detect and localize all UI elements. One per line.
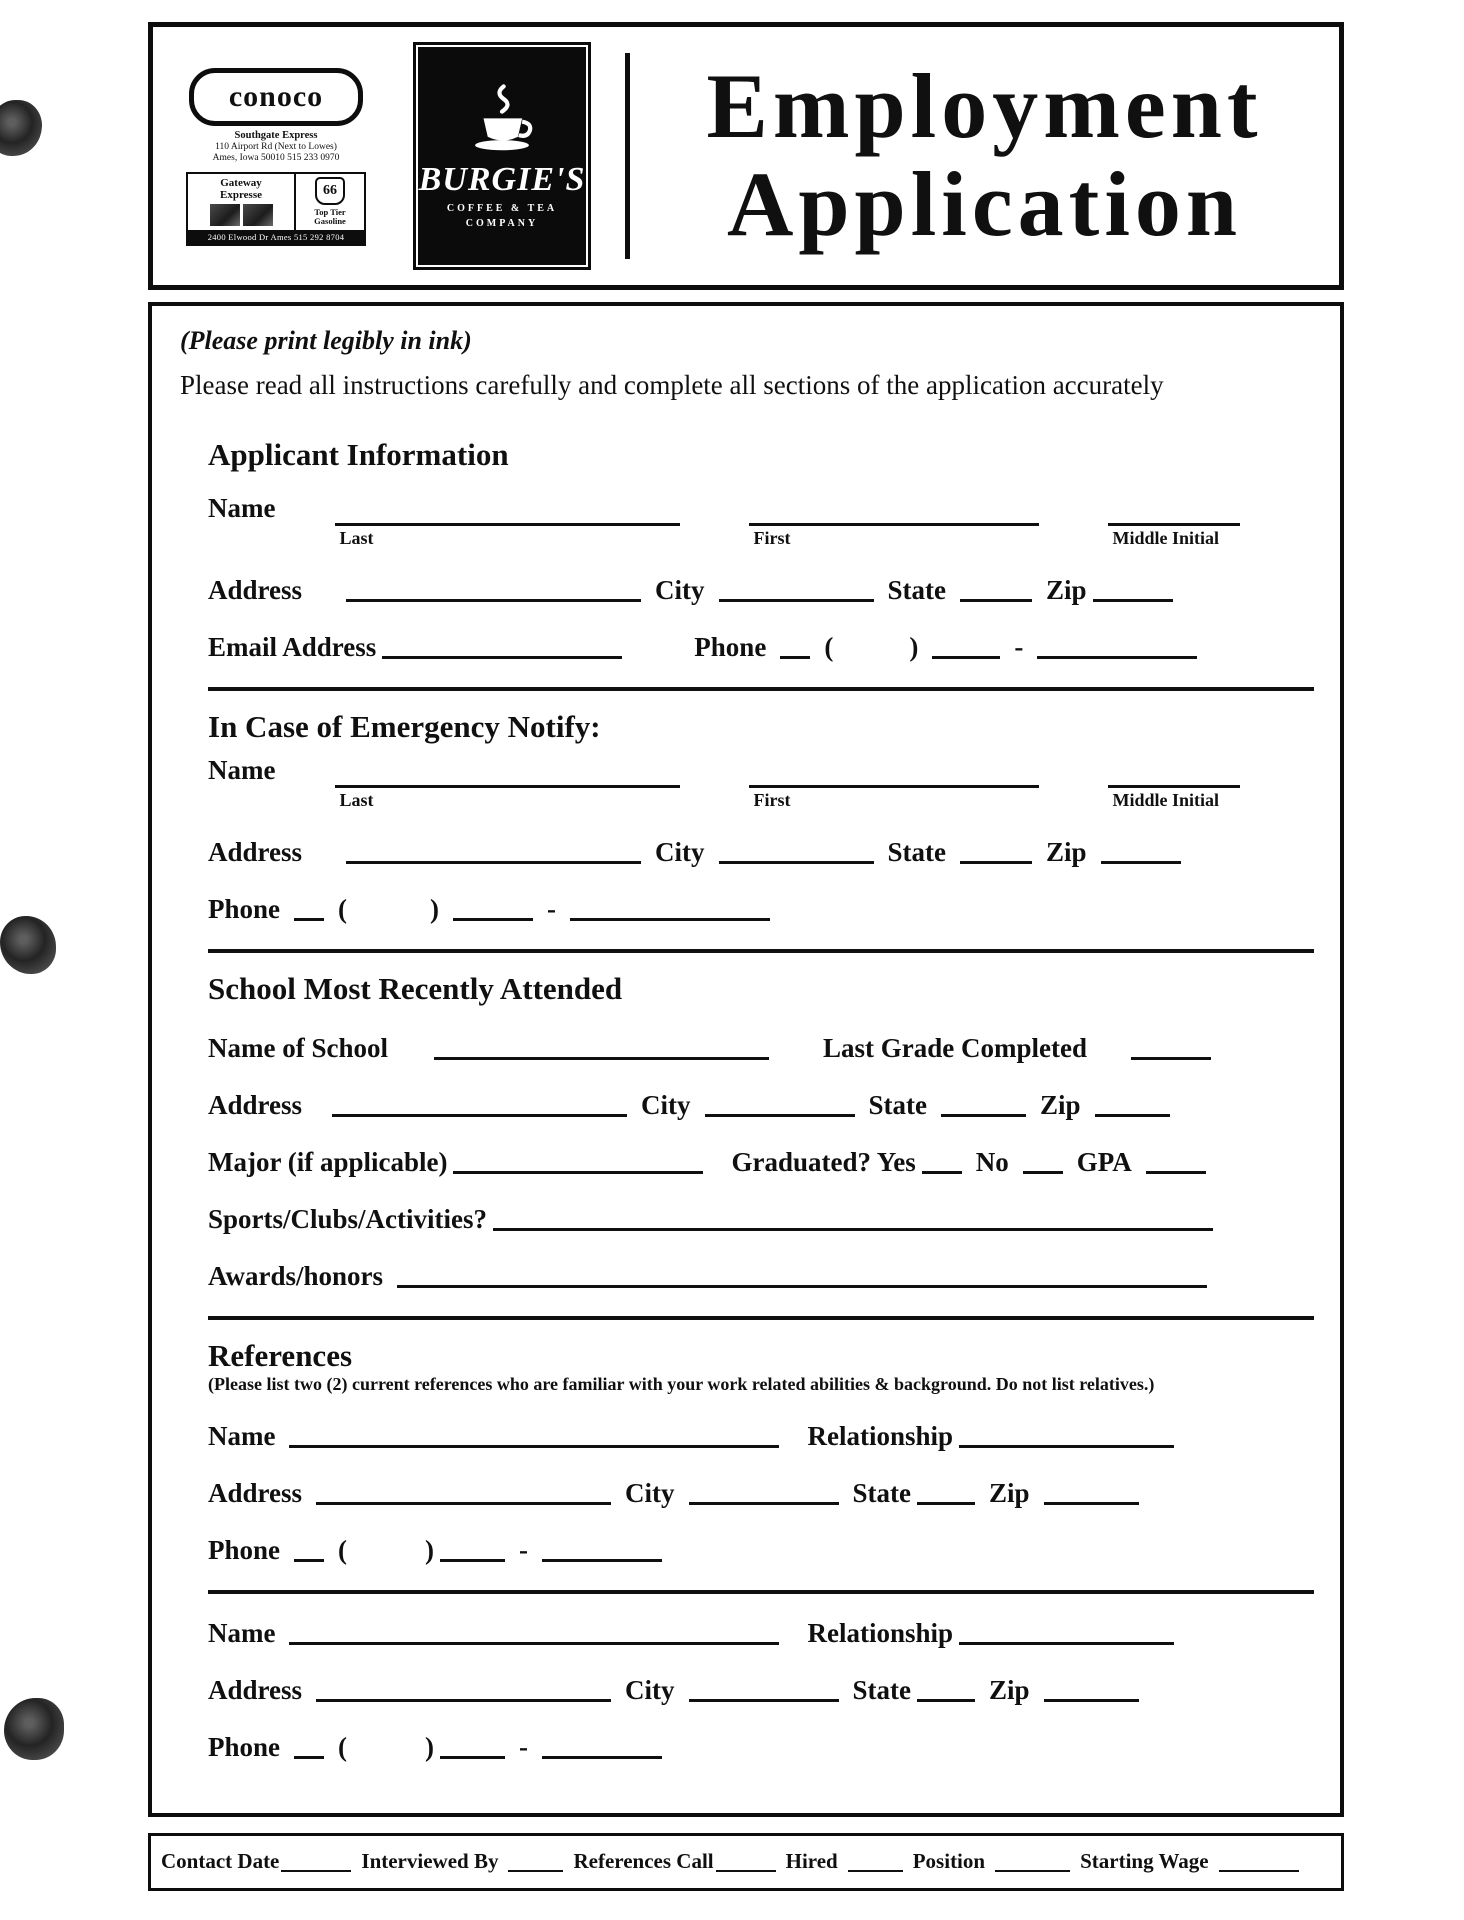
major-label: Major (if applicable): [208, 1147, 448, 1177]
phillips-66-icon: 66: [315, 177, 345, 205]
zip-label: Zip: [1046, 575, 1087, 605]
form-header: [148, 22, 1344, 290]
sports-blank[interactable]: [493, 1198, 1213, 1231]
conoco-location-line: Southgate Express: [234, 130, 318, 142]
emergency-phone-line-blank[interactable]: [570, 888, 770, 921]
reference2-phone-prefix-blank[interactable]: [294, 1726, 324, 1759]
reference2-phone-line-blank[interactable]: [542, 1726, 662, 1759]
close-paren: ): [909, 632, 919, 662]
form-body: [148, 302, 1344, 1817]
section-divider: [208, 1590, 1314, 1594]
address-label: Address: [208, 575, 303, 605]
school-zip-blank[interactable]: [1095, 1084, 1170, 1117]
reference1-relationship-blank[interactable]: [959, 1415, 1174, 1448]
instructions-note: Please read all instructions carefully and complete all sections of the application accurately: [180, 370, 1164, 400]
conoco-logo-block: [167, 66, 385, 246]
school-sports-row: [208, 1198, 1314, 1235]
applicant-phone-prefix-blank[interactable]: [780, 626, 810, 659]
conoco-logo: [189, 68, 363, 126]
position-label: Position: [912, 1849, 986, 1873]
school-name-row: [208, 1027, 1314, 1064]
phone-label: Phone: [694, 632, 767, 662]
applicant-state-blank[interactable]: [960, 569, 1032, 602]
hired-blank[interactable]: [848, 1848, 903, 1872]
burgies-wordmark: BURGIE'S: [418, 161, 586, 198]
gpa-blank[interactable]: [1146, 1141, 1206, 1174]
starting-wage-blank[interactable]: [1219, 1848, 1299, 1872]
school-name-blank[interactable]: [434, 1027, 769, 1060]
dash: -: [1014, 632, 1024, 662]
reference2-address-row: Address City State Zip: [208, 1669, 1314, 1706]
emergency-address-row: Address City State Zip: [208, 831, 1314, 868]
gpa-label: GPA: [1076, 1147, 1132, 1177]
references-note: (Please list two (2) current references who are familiar with your work related abilities & background. Do not list relatives.): [208, 1374, 1155, 1394]
state-label: State: [887, 575, 947, 605]
emergency-address-blank[interactable]: [346, 831, 641, 864]
top-tier-label: Top Tier: [314, 207, 346, 218]
last-sublabel: Last: [339, 528, 374, 548]
section-divider: [208, 1316, 1314, 1320]
applicant-zip-blank[interactable]: [1093, 569, 1173, 602]
burgies-logo: BURGIE'S COFFEE & TEA COMPANY: [413, 42, 591, 270]
last-grade-label: Last Grade Completed: [822, 1033, 1087, 1063]
interviewed-by-label: Interviewed By: [361, 1849, 499, 1873]
emergency-phone-prefix-blank[interactable]: [294, 888, 324, 921]
title-line-1: Employment: [706, 55, 1263, 158]
interviewed-by-blank[interactable]: [508, 1848, 563, 1872]
applicant-email-blank[interactable]: [382, 626, 622, 659]
reference2-state-blank[interactable]: [917, 1669, 975, 1702]
reference1-phone-prefix-blank[interactable]: [294, 1529, 324, 1562]
reference2-phone-exchange-blank[interactable]: [440, 1726, 505, 1759]
section-title-applicant: Applicant Information: [208, 437, 509, 472]
burgies-subtitle: COFFEE & TEA: [446, 203, 558, 214]
contact-date-label: Contact Date: [161, 1849, 280, 1873]
name-label: Name: [208, 755, 276, 785]
starting-wage-label: Starting Wage: [1080, 1849, 1209, 1873]
references-call-label: References Call: [573, 1849, 714, 1873]
emergency-middle-initial-blank[interactable]: [1108, 755, 1240, 788]
email-label: Email Address: [208, 632, 377, 662]
school-city-blank[interactable]: [705, 1084, 855, 1117]
reference1-name-row: Name Relationship: [208, 1415, 1314, 1452]
reference2-city-blank[interactable]: [689, 1669, 839, 1702]
reference1-phone-line-blank[interactable]: [542, 1529, 662, 1562]
conoco-phone-line: Ames, Iowa 50010 515 233 0970: [212, 153, 340, 164]
photo-thumbnail: [243, 204, 273, 226]
applicant-last-name-blank[interactable]: [335, 493, 680, 526]
section-divider: [208, 687, 1314, 691]
reference2-phone-row: Phone ( ) -: [208, 1726, 1314, 1763]
emergency-first-name-blank[interactable]: [749, 755, 1039, 788]
office-use-row: [148, 1833, 1344, 1891]
reference1-state-blank[interactable]: [917, 1472, 975, 1505]
emergency-phone-row: Phone ( ) -: [208, 888, 1314, 925]
applicant-city-blank[interactable]: [719, 569, 874, 602]
print-in-ink-note: (Please print legibly in ink): [180, 326, 472, 355]
section-divider: [208, 949, 1314, 953]
reference1-city-blank[interactable]: [689, 1472, 839, 1505]
awards-blank[interactable]: [397, 1255, 1207, 1288]
reference2-relationship-blank[interactable]: [959, 1612, 1174, 1645]
school-address-blank[interactable]: [332, 1084, 627, 1117]
applicant-name-row: [208, 493, 1314, 549]
reference2-address-blank[interactable]: [316, 1669, 611, 1702]
title-line-2: Application: [726, 153, 1243, 255]
gateway-express-badge: Gateway Expresse 66 Top Tier Gasoline 2400 Elwood Dr Ames 515 292 8704: [186, 172, 366, 246]
applicant-address-blank[interactable]: [346, 569, 641, 602]
hole-punch-artifact: [0, 916, 56, 974]
scanned-application-form: [148, 22, 1344, 1891]
applicant-phone-exchange-blank[interactable]: [932, 626, 1000, 659]
reference1-phone-exchange-blank[interactable]: [440, 1529, 505, 1562]
applicant-middle-initial-blank[interactable]: [1108, 493, 1240, 526]
section-title-school: School Most Recently Attended: [208, 971, 623, 1006]
gateway-photos: [190, 204, 292, 226]
school-address-row: Address City State Zip: [208, 1084, 1314, 1121]
relationship-label: Relationship: [807, 1421, 954, 1451]
middle-initial-sublabel: Middle Initial: [1112, 528, 1219, 548]
emergency-name-row: Name Last First Middle Initial: [208, 755, 1314, 811]
form-title: [630, 55, 1339, 255]
hired-label: Hired: [785, 1849, 838, 1873]
references-call-blank[interactable]: [716, 1848, 776, 1872]
graduated-yes-blank[interactable]: [922, 1141, 962, 1174]
emergency-state-blank[interactable]: [960, 831, 1032, 864]
emergency-phone-exchange-blank[interactable]: [453, 888, 533, 921]
first-sublabel: First: [753, 528, 791, 548]
gateway-name: Gateway: [220, 177, 262, 190]
applicant-first-name-blank[interactable]: [749, 493, 1039, 526]
reference2-zip-blank[interactable]: [1044, 1669, 1139, 1702]
school-major-row: [208, 1141, 1314, 1178]
reference1-address-blank[interactable]: [316, 1472, 611, 1505]
graduated-label: Graduated? Yes: [731, 1147, 916, 1177]
sports-label: Sports/Clubs/Activities?: [208, 1204, 488, 1234]
emergency-city-blank[interactable]: [719, 831, 874, 864]
applicant-address-row: [208, 569, 1314, 606]
awards-label: Awards/honors: [208, 1261, 384, 1291]
school-state-blank[interactable]: [941, 1084, 1026, 1117]
reference2-name-blank[interactable]: [289, 1612, 779, 1645]
conoco-address-line: 110 Airport Rd (Next to Lowes): [215, 142, 337, 153]
section-title-emergency: In Case of Emergency Notify:: [208, 709, 601, 744]
contact-date-blank[interactable]: [281, 1848, 351, 1872]
reference1-zip-blank[interactable]: [1044, 1472, 1139, 1505]
hole-punch-artifact: [4, 1698, 64, 1760]
last-grade-blank[interactable]: [1131, 1027, 1211, 1060]
reference1-address-row: Address City State Zip: [208, 1472, 1314, 1509]
emergency-last-name-blank[interactable]: [335, 755, 680, 788]
position-blank[interactable]: [995, 1848, 1070, 1872]
name-label: Name: [208, 493, 276, 523]
reference1-name-blank[interactable]: [289, 1415, 779, 1448]
no-label: No: [975, 1147, 1009, 1177]
gateway-address-strip: 2400 Elwood Dr Ames 515 292 8704: [188, 230, 364, 244]
reference2-name-row: Name Relationship: [208, 1612, 1314, 1649]
emergency-zip-blank[interactable]: [1101, 831, 1181, 864]
coffee-cup-icon: [460, 83, 544, 157]
school-awards-row: [208, 1255, 1314, 1292]
open-paren: (: [824, 632, 834, 662]
hole-punch-artifact: [0, 100, 42, 156]
reference1-phone-row: Phone ( ) -: [208, 1529, 1314, 1566]
photo-thumbnail: [210, 204, 240, 226]
name-of-school-label: Name of School: [208, 1033, 388, 1063]
applicant-phone-line-blank[interactable]: [1037, 626, 1197, 659]
graduated-no-blank[interactable]: [1023, 1141, 1063, 1174]
applicant-email-phone-row: [208, 626, 1314, 663]
major-blank[interactable]: [453, 1141, 703, 1174]
section-title-references: References: [208, 1338, 353, 1373]
conoco-wordmark: conoco: [228, 80, 324, 114]
city-label: City: [655, 575, 705, 605]
